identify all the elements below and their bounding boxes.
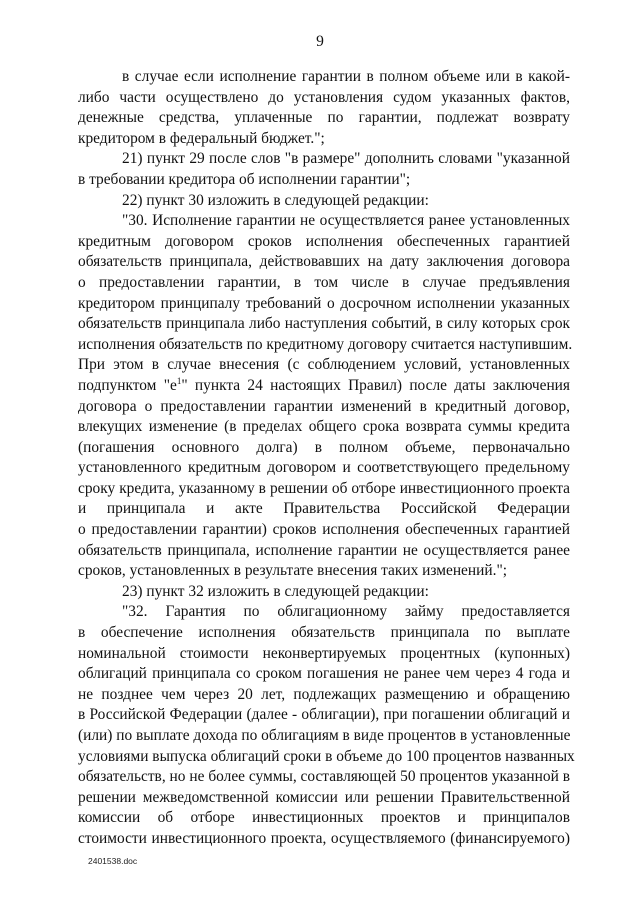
text-line: в требовании кредитора об исполнении гарантии"; [78,170,411,188]
text-line: номинальной стоимости неконвертируемых процентных (купонных) [78,644,570,662]
text-fragment: " пункта 24 настоящих Правил) после даты заключения [181,376,570,394]
text-line: (погашения основного долга) в полном объеме, первоначально [78,438,570,456]
text-line: о предоставлении гарантии, в том числе в случае предъявления [78,273,570,291]
text-line: 22) пункт 30 изложить в следующей редакции: [122,191,429,209]
text-line: обязательств, но не более суммы, составляющей 50 процентов указанной в [78,768,570,786]
text-line [78,376,570,397]
text-line: 23) пункт 32 изложить в следующей редакции: [122,582,429,600]
text-line: "32. Гарантия по облигационному займу предоставляется [122,603,570,621]
text-line: в Российской Федерации (далее - облигации), при погашении облигаций и [78,706,570,724]
text-line: облигаций принципала со сроком погашения не ранее чем через 4 года и [78,665,570,683]
text-line: кредитором в федеральный бюджет."; [78,129,325,147]
text-line: кредитным договором сроков исполнения обеспеченных гарантией [78,232,570,250]
text-line: "30. Исполнение гарантии не осуществляется ранее установленных [122,212,570,230]
text-line: сроку кредита, указанному в решении об отборе инвестиционного проекта [78,479,570,497]
text-line: кредитором принципалу требований о досрочном исполнении указанных [78,294,570,312]
document-body [78,67,575,850]
text-line: комиссии об отборе инвестиционных проектов и принципалов [78,809,570,827]
text-line: исполнения обязательств по кредитному договору считается наступившим. [78,335,573,353]
text-line: 21) пункт 29 после слов "в размере" дополнить словами "указанной [122,150,570,168]
text-line: обязательств принципала, исполнение гарантии не осуществляется ранее [78,541,570,559]
text-line: обязательств принципала, действовавших на дату заключения договора [78,253,570,271]
text-line: стоимости инвестиционного проекта, осуществляемого (финансируемого) [78,829,570,847]
text-line: влекущих изменение (в пределах общего срока возврата суммы кредита [78,418,570,436]
text-line: и принципала и акте Правительства Российской Федерации [78,500,570,518]
text-line: денежные средства, уплаченные по гарантии, подлежат возврату [78,109,570,127]
footer-filename: 2401538.doc [88,856,138,866]
text-fragment: подпунктом "е [78,376,177,394]
text-line: либо части осуществлено до установления судом указанных фактов, [78,88,570,106]
page-number: 9 [316,33,324,50]
text-line: в случае если исполнение гарантии в полном объеме или в какой- [122,68,570,85]
text-line: обязательств принципала либо наступления событий, в силу которых срок [78,315,570,333]
text-line: (или) по выплате дохода по облигациям в виде процентов в установленные [78,727,571,744]
text-line: При этом в случае внесения (с соблюдением условий, установленных [78,356,570,374]
text-line: сроков, установленных в результате внесения таких изменений."; [78,562,507,580]
text-line: не позднее чем через 20 лет, подлежащих размещению и обращению [78,685,570,703]
superscript: 1 [176,375,182,386]
text-line: о предоставлении гарантии) сроков исполнения обеспеченных гарантией [78,521,570,539]
text-line: в обеспечение исполнения обязательств принципала по выплате [78,624,570,642]
text-line: условиями выпуска облигаций сроки в объеме до 100 процентов названных [78,747,575,765]
text-line: решении межведомственной комиссии или решении Правительственной [78,788,570,806]
text-line: договора о предоставлении гарантии изменений в кредитный договор, [78,397,570,415]
text-line: установленного кредитным договором и соответствующего предельному [78,459,570,477]
